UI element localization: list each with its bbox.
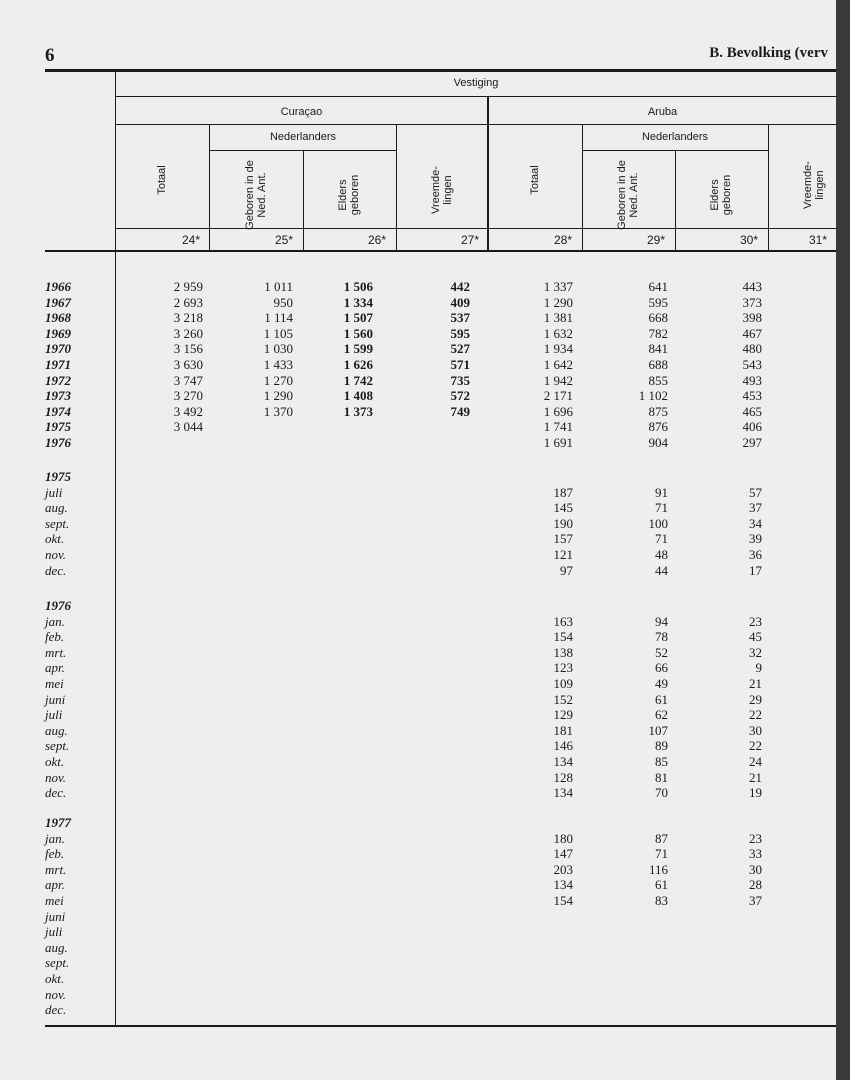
- cell-aruba-elders: 17: [749, 562, 762, 578]
- cell-aruba-geboren: 91: [655, 484, 668, 500]
- cell-aruba-totaal: 1 642: [543, 357, 573, 372]
- month-label: jan.: [45, 613, 65, 629]
- cell-aruba-totaal: 152: [553, 691, 573, 707]
- cell-aruba-totaal: 187: [553, 484, 573, 500]
- month-label: sept.: [45, 515, 70, 531]
- cell-aruba-elders: 467: [742, 325, 762, 341]
- month-label: apr.: [45, 660, 65, 676]
- cell-curacao-geboren: 950: [273, 294, 293, 310]
- cell-aruba-elders: 23: [749, 613, 762, 629]
- column-number: 31*: [808, 233, 827, 247]
- cell-aruba-totaal: 1 942: [543, 372, 573, 388]
- cell-aruba-geboren: 83: [655, 893, 668, 908]
- cell-aruba-totaal: 203: [553, 861, 573, 877]
- cell-curacao-elders: 1 506: [343, 279, 373, 294]
- page-number: 6: [45, 45, 55, 66]
- cell-aruba-elders: 33: [749, 846, 762, 862]
- header-rule-vestiging: [116, 96, 836, 97]
- cell-aruba-totaal: 129: [553, 707, 573, 723]
- cell-curacao-vreemdelingen: 571: [450, 357, 470, 372]
- cell-aruba-elders: 37: [749, 893, 762, 908]
- column-number: 25*: [274, 233, 293, 247]
- cell-aruba-totaal: 154: [553, 893, 573, 908]
- cell-aruba-elders: 443: [742, 279, 762, 294]
- cell-curacao-vreemdelingen: 735: [450, 372, 470, 388]
- cell-aruba-geboren: 70: [655, 785, 668, 801]
- cell-curacao-geboren: 1 011: [264, 279, 293, 294]
- month-label: mrt.: [45, 644, 67, 660]
- month-label: feb.: [45, 629, 65, 645]
- header-rule-colnums: [116, 228, 836, 229]
- month-label: juli: [45, 484, 63, 500]
- cell-curacao-totaal: 2 693: [173, 294, 203, 310]
- cell-curacao-totaal: 3 218: [173, 310, 203, 326]
- month-label: juni: [45, 691, 66, 707]
- month-label: aug.: [45, 500, 68, 516]
- header-nederlanders-cur: Nederlanders: [269, 131, 337, 143]
- cell-aruba-geboren: 78: [655, 629, 668, 645]
- column-number: 28*: [553, 233, 572, 247]
- col-divider: [209, 124, 210, 252]
- header-totaal-cur: Totaal: [156, 165, 168, 195]
- cell-aruba-geboren: 49: [655, 676, 668, 691]
- month-label: mei: [45, 676, 64, 691]
- cell-aruba-totaal: 2 171: [543, 388, 573, 404]
- cell-curacao-geboren: 1 290: [263, 388, 293, 404]
- cell-aruba-geboren: 44: [655, 562, 668, 578]
- cell-aruba-totaal: 181: [553, 722, 573, 738]
- month-label: aug.: [45, 722, 68, 738]
- cell-aruba-totaal: 128: [553, 769, 573, 785]
- cell-aruba-totaal: 163: [553, 613, 573, 629]
- cell-aruba-elders: 543: [742, 357, 762, 372]
- cell-aruba-elders: 297: [742, 435, 762, 450]
- cell-curacao-elders: 1 560: [343, 325, 373, 341]
- col-divider: [303, 150, 304, 252]
- year-label: 1967: [45, 294, 71, 310]
- cell-curacao-geboren: 1 270: [263, 372, 293, 388]
- column-number: 26*: [367, 233, 386, 247]
- cell-aruba-geboren: 782: [648, 325, 668, 341]
- cell-aruba-geboren: 71: [655, 531, 668, 547]
- year-heading: 1977: [45, 815, 71, 830]
- month-label: nov.: [45, 769, 67, 785]
- month-label: dec.: [45, 1002, 67, 1018]
- year-heading: 1976: [45, 598, 71, 613]
- cell-aruba-geboren: 85: [655, 754, 668, 769]
- page-title: B. Bevolking (verv: [709, 45, 828, 61]
- cell-aruba-totaal: 145: [553, 500, 573, 516]
- cell-aruba-geboren: 71: [655, 500, 668, 516]
- cell-curacao-elders: 1 599: [343, 341, 373, 357]
- col-divider: [768, 124, 769, 252]
- year-label: 1972: [45, 372, 71, 388]
- cell-aruba-geboren: 904: [648, 435, 668, 450]
- cell-aruba-geboren: 94: [655, 613, 668, 629]
- col-divider: [675, 150, 676, 252]
- cell-curacao-totaal: 3 492: [173, 403, 203, 419]
- cell-aruba-totaal: 134: [553, 785, 573, 801]
- month-label: juli: [45, 707, 63, 723]
- cell-aruba-elders: 24: [749, 754, 762, 769]
- cell-aruba-totaal: 138: [553, 644, 573, 660]
- cell-aruba-geboren: 107: [648, 722, 668, 738]
- cell-aruba-geboren: 52: [655, 644, 668, 660]
- cell-aruba-elders: 39: [749, 531, 762, 547]
- cell-curacao-totaal: 2 959: [173, 279, 203, 294]
- cell-aruba-elders: 28: [749, 877, 762, 893]
- year-label: 1976: [45, 435, 71, 450]
- cell-aruba-elders: 45: [749, 629, 762, 645]
- header-vreemd-aru: Vreemde- lingen: [802, 161, 826, 209]
- cell-aruba-totaal: 180: [553, 830, 573, 846]
- cell-curacao-vreemdelingen: 595: [450, 325, 470, 341]
- cell-aruba-elders: 29: [749, 691, 762, 707]
- cell-aruba-geboren: 668: [648, 310, 668, 326]
- month-label: dec.: [45, 562, 67, 578]
- cell-curacao-geboren: 1 114: [264, 310, 293, 326]
- cell-aruba-elders: 23: [749, 830, 762, 846]
- cell-aruba-totaal: 154: [553, 629, 573, 645]
- year-label: 1971: [45, 357, 71, 372]
- region-divider: [487, 96, 489, 252]
- cell-aruba-totaal: 134: [553, 877, 573, 893]
- column-number: 24*: [181, 233, 200, 247]
- cell-aruba-elders: 32: [749, 644, 762, 660]
- cell-aruba-elders: 57: [749, 484, 762, 500]
- cell-aruba-geboren: 89: [655, 738, 668, 754]
- cell-aruba-totaal: 1 381: [543, 310, 573, 326]
- month-label: dec.: [45, 785, 67, 801]
- cell-aruba-totaal: 1 696: [543, 403, 573, 419]
- header-vestiging: Vestiging: [453, 77, 499, 89]
- page-edge: [836, 0, 850, 1080]
- cell-aruba-totaal: 134: [553, 754, 573, 769]
- month-label: juli: [45, 924, 63, 940]
- cell-aruba-elders: 465: [742, 403, 762, 419]
- cell-aruba-totaal: 1 337: [543, 279, 573, 294]
- month-label: okt.: [45, 531, 65, 547]
- month-label: nov.: [45, 986, 67, 1002]
- cell-aruba-elders: 37: [749, 500, 762, 516]
- header-rule-region: [116, 124, 836, 125]
- cell-curacao-elders: 1 742: [343, 372, 373, 388]
- month-label: aug.: [45, 939, 68, 955]
- cell-aruba-geboren: 48: [655, 547, 668, 562]
- cell-aruba-totaal: 109: [553, 676, 573, 691]
- cell-aruba-elders: 21: [749, 769, 762, 785]
- cell-curacao-elders: 1 334: [343, 294, 373, 310]
- cell-aruba-totaal: 157: [553, 531, 573, 547]
- cell-aruba-geboren: 87: [655, 830, 668, 846]
- cell-aruba-geboren: 595: [648, 294, 668, 310]
- cell-aruba-totaal: 147: [553, 846, 573, 862]
- cell-aruba-elders: 22: [749, 738, 762, 754]
- header-aruba: Aruba: [647, 106, 678, 118]
- top-rule: [45, 69, 836, 72]
- cell-aruba-geboren: 688: [648, 357, 668, 372]
- cell-aruba-geboren: 61: [655, 691, 668, 707]
- cell-curacao-elders: 1 408: [343, 388, 373, 404]
- cell-aruba-totaal: 97: [560, 562, 573, 578]
- bottom-rule: [45, 1025, 836, 1027]
- cell-aruba-geboren: 875: [648, 403, 668, 419]
- cell-curacao-totaal: 3 044: [173, 419, 203, 435]
- cell-aruba-geboren: 641: [648, 279, 668, 294]
- cell-aruba-totaal: 1 691: [543, 435, 573, 450]
- year-label: 1966: [45, 279, 71, 294]
- month-label: apr.: [45, 877, 65, 893]
- month-label: okt.: [45, 754, 65, 769]
- header-elders-aru: Elders geboren: [709, 174, 733, 216]
- month-label: okt.: [45, 971, 65, 986]
- header-totaal-aru: Totaal: [529, 165, 541, 195]
- year-label: 1975: [45, 419, 71, 435]
- cell-curacao-totaal: 3 630: [173, 357, 203, 372]
- year-label: 1969: [45, 325, 71, 341]
- cell-aruba-elders: 373: [742, 294, 762, 310]
- cell-aruba-totaal: 121: [553, 547, 573, 562]
- cell-aruba-geboren: 116: [648, 861, 668, 877]
- column-number: 29*: [646, 233, 665, 247]
- cell-aruba-totaal: 123: [553, 660, 573, 676]
- column-number: 30*: [739, 233, 758, 247]
- cell-aruba-elders: 34: [749, 515, 762, 531]
- cell-aruba-elders: 19: [749, 785, 762, 801]
- month-label: juni: [45, 908, 66, 924]
- header-nederlanders-aru: Nederlanders: [641, 131, 709, 143]
- header-curacao: Curaçao: [280, 106, 323, 118]
- cell-aruba-geboren: 66: [655, 660, 668, 676]
- year-label: 1970: [45, 341, 71, 357]
- header-geboren-aru: Geboren in de Ned. Ant.: [616, 160, 640, 230]
- cell-curacao-vreemdelingen: 527: [450, 341, 470, 357]
- month-label: sept.: [45, 955, 70, 971]
- cell-aruba-geboren: 1 102: [638, 388, 668, 404]
- year-heading: 1975: [45, 469, 71, 484]
- cell-curacao-vreemdelingen: 749: [450, 403, 470, 419]
- cell-aruba-geboren: 81: [655, 769, 668, 785]
- header-vreemd-cur: Vreemde- lingen: [430, 166, 454, 214]
- cell-aruba-elders: 36: [749, 547, 762, 562]
- cell-curacao-totaal: 3 260: [173, 325, 203, 341]
- cell-aruba-elders: 493: [742, 372, 762, 388]
- cell-aruba-geboren: 876: [648, 419, 668, 435]
- cell-aruba-elders: 480: [742, 341, 762, 357]
- cell-curacao-totaal: 3 270: [173, 388, 203, 404]
- month-label: jan.: [45, 830, 65, 846]
- stub-rule: [115, 72, 116, 1025]
- cell-curacao-vreemdelingen: 409: [450, 294, 470, 310]
- cell-aruba-geboren: 71: [655, 846, 668, 862]
- cell-curacao-vreemdelingen: 572: [450, 388, 470, 404]
- cell-curacao-elders: 1 626: [343, 357, 373, 372]
- cell-aruba-geboren: 855: [648, 372, 668, 388]
- col-divider: [396, 124, 397, 252]
- column-number: 27*: [460, 233, 479, 247]
- cell-aruba-geboren: 62: [655, 707, 668, 723]
- cell-curacao-geboren: 1 370: [263, 403, 293, 419]
- cell-aruba-elders: 30: [749, 722, 762, 738]
- cell-curacao-elders: 1 373: [343, 403, 373, 419]
- cell-aruba-elders: 453: [742, 388, 762, 404]
- header-geboren-cur: Geboren in de Ned. Ant.: [244, 160, 268, 230]
- cell-curacao-totaal: 3 747: [173, 372, 203, 388]
- cell-aruba-elders: 22: [749, 707, 762, 723]
- cell-aruba-totaal: 1 741: [543, 419, 573, 435]
- cell-curacao-geboren: 1 433: [263, 357, 293, 372]
- col-divider: [582, 124, 583, 252]
- cell-curacao-geboren: 1 105: [263, 325, 293, 341]
- month-label: mrt.: [45, 861, 67, 877]
- cell-aruba-geboren: 841: [648, 341, 668, 357]
- cell-aruba-elders: 406: [742, 419, 762, 435]
- header-rule-bottom: [45, 250, 836, 252]
- month-label: sept.: [45, 738, 70, 754]
- cell-curacao-geboren: 1 030: [263, 341, 293, 357]
- month-label: nov.: [45, 547, 67, 562]
- cell-curacao-elders: 1 507: [343, 310, 373, 326]
- cell-aruba-totaal: 190: [553, 515, 573, 531]
- year-label: 1974: [45, 403, 71, 419]
- cell-aruba-totaal: 146: [553, 738, 573, 754]
- cell-aruba-geboren: 61: [655, 877, 668, 893]
- cell-aruba-elders: 30: [749, 861, 762, 877]
- cell-aruba-totaal: 1 632: [543, 325, 573, 341]
- cell-aruba-elders: 398: [742, 310, 762, 326]
- year-label: 1973: [45, 388, 71, 404]
- cell-aruba-totaal: 1 934: [543, 341, 573, 357]
- year-label: 1968: [45, 310, 71, 326]
- cell-curacao-vreemdelingen: 442: [450, 279, 470, 294]
- cell-aruba-elders: 9: [755, 660, 762, 676]
- month-label: feb.: [45, 846, 65, 862]
- cell-curacao-vreemdelingen: 537: [450, 310, 470, 326]
- header-elders-cur: Elders geboren: [337, 174, 361, 216]
- cell-aruba-elders: 21: [749, 676, 762, 691]
- cell-aruba-geboren: 100: [648, 515, 668, 531]
- month-label: mei: [45, 893, 64, 908]
- cell-aruba-totaal: 1 290: [543, 294, 573, 310]
- cell-curacao-totaal: 3 156: [173, 341, 203, 357]
